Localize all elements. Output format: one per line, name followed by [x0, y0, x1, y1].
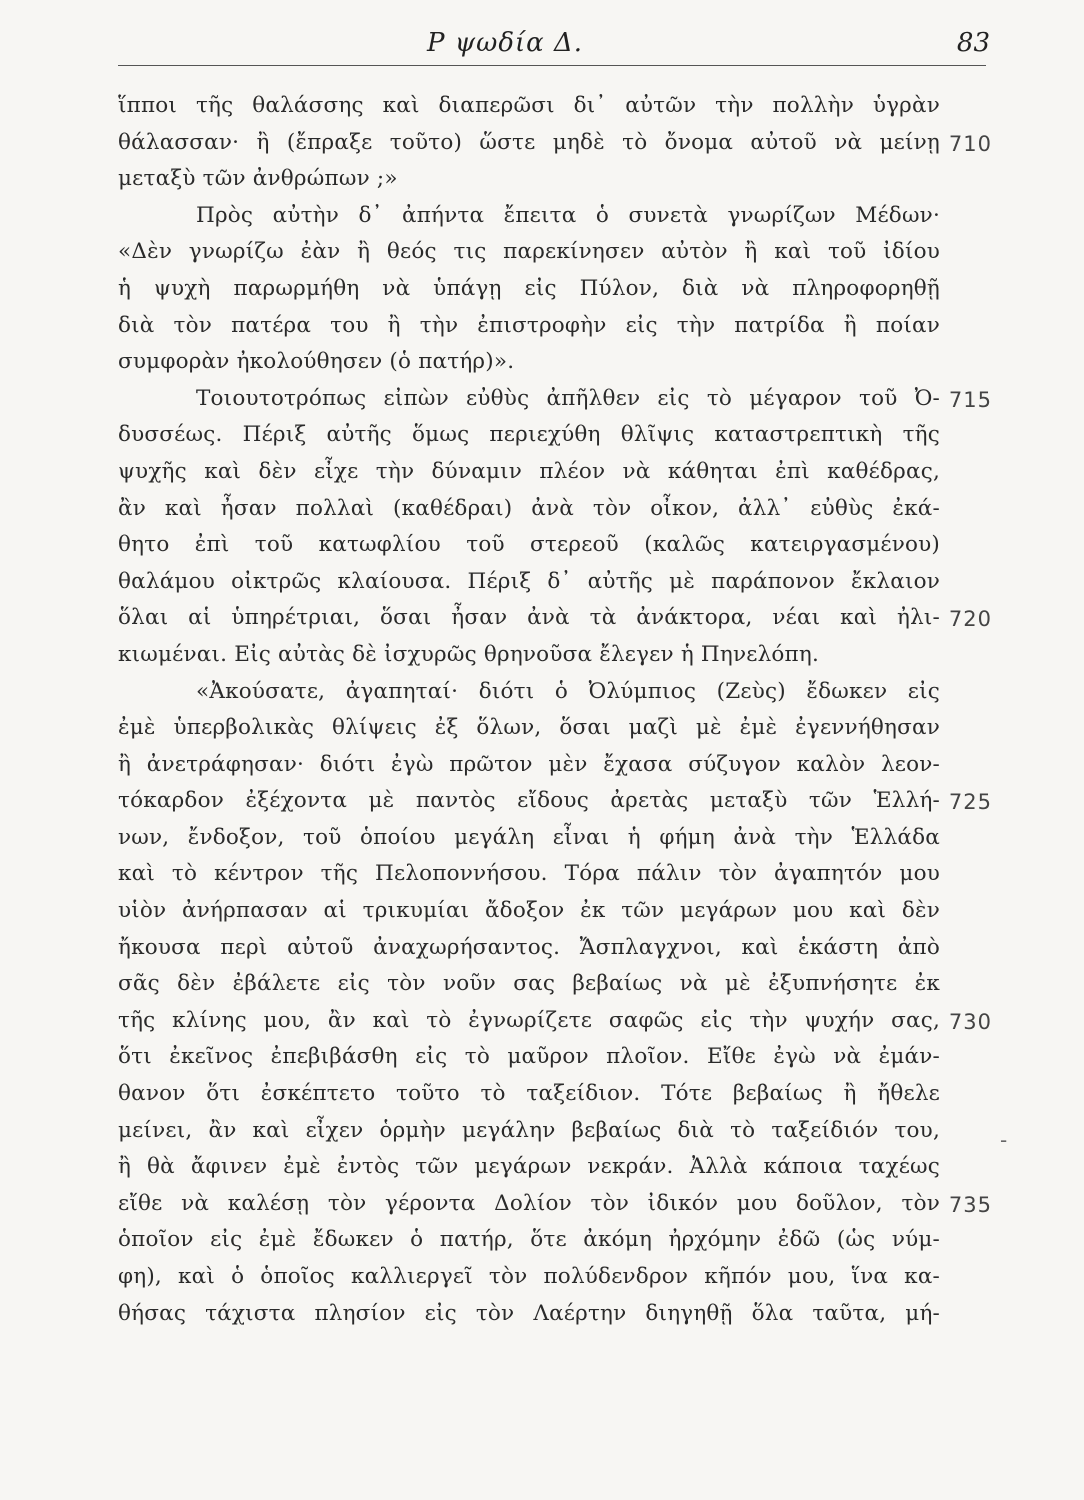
line-number: 720 — [948, 607, 992, 632]
running-title: Ρ ψωδία Δ. — [426, 28, 584, 58]
page-number: 83 — [956, 28, 990, 58]
header-rule — [118, 65, 986, 66]
text-line: ἡ ψυχὴ παρωρμήθη νὰ ὑπάγῃ εἰς Πύλον, διὰ νὰ πληροφορηθῇ — [118, 275, 940, 301]
text-line: υἱὸν ἀνήρπασαν αἱ τρικυμίαι ἄδοξον ἐκ τῶν μεγάρων μου καὶ δὲν — [118, 898, 940, 924]
text-line: θήσας τάχιστα πλησίον εἰς τὸν Λαέρτην διηγηθῇ ὅλα ταῦτα, μή- — [118, 1300, 940, 1326]
text-line: ἐμὲ ὑπερβολικὰς θλίψεις ἐξ ὅλων, ὅσαι μαζὶ μὲ ἐμὲ ἐγεννήθησαν — [118, 715, 940, 741]
text-line: ἤκουσα περὶ αὐτοῦ ἀναχωρήσαντος. Ἄσπλαγχνοι, καὶ ἑκάστη ἀπὸ — [118, 934, 940, 960]
body-text — [118, 88, 940, 1332]
text-line: μείνει, ἂν καὶ εἶχεν ὁρμὴν μεγάλην βεβαίως διὰ τὸ ταξείδιόν του, — [118, 1117, 940, 1143]
text-line: σᾶς δὲν ἐβάλετε εἰς τὸν νοῦν σας βεβαίως νὰ μὲ ἐξυπνήσητε ἐκ — [118, 971, 940, 997]
text-line: «Δὲν γνωρίζω ἐὰν ἢ θεός τις παρεκίνησεν αὐτὸν ἢ καὶ τοῦ ἰδίου — [118, 239, 940, 265]
text-line: δυσσέως. Πέριξ αὐτῆς ὅμως περιεχύθη θλῖψις καταστρεπτικὴ τῆς — [118, 422, 940, 448]
text-line: φη), καὶ ὁ ὁποῖος καλλιεργεῖ τὸν πολύδενδρον κῆπόν μου, ἵνα κα- — [118, 1264, 940, 1289]
text-line: μεταξὺ τῶν ἀνθρώπων ;» — [118, 166, 398, 192]
text-line: εἴθε νὰ καλέσῃ τὸν γέροντα Δολίον τὸν ἰδικόν μου δοῦλον, τὸν — [118, 1190, 940, 1216]
text-line: ὅλαι αἱ ὑπηρέτριαι, ὅσαι ἦσαν ἀνὰ τὰ ἀνάκτορα, νέαι καὶ ἠλι- — [118, 605, 940, 631]
text-line: κιωμέναι. Εἰς αὐτὰς δὲ ἰσχυρῶς θρηνοῦσα ἔλεγεν ἡ Πηνελόπη. — [118, 641, 819, 667]
text-line: θαλάμου οἰκτρῶς κλαίουσα. Πέριξ δ᾽ αὐτῆς μὲ παράπονον ἔκλαιον — [118, 568, 940, 594]
text-line: «Ἀκούσατε, ἀγαπηταί· διότι ὁ Ὀλύμπιος (Ζεὺς) ἔδωκεν εἰς — [196, 678, 940, 704]
line-number: 710 — [948, 131, 992, 156]
text-line: ὁποῖον εἰς ἐμὲ ἔδωκεν ὁ πατήρ, ὅτε ἀκόμη ἠρχόμην ἐδῶ (ὡς νύμ- — [118, 1227, 940, 1253]
text-line: συμφορὰν ἠκολούθησεν (ὁ πατήρ)». — [118, 349, 515, 375]
text-line: ψυχῆς καὶ δὲν εἶχε τὴν δύναμιν πλέον νὰ κάθηται ἐπὶ καθέδρας, — [118, 458, 940, 484]
line-number: 730 — [948, 1010, 992, 1034]
text-line: ὅτι ἐκεῖνος ἐπεβιβάσθη εἰς τὸ μαῦρον πλοῖον. Εἴθε ἐγὼ νὰ ἐμάν- — [118, 1044, 940, 1070]
text-line: ἂν καὶ ἦσαν πολλαὶ (καθέδραι) ἀνὰ τὸν οἶκον, ἀλλ᾽ εὐθὺς ἐκά- — [118, 495, 940, 521]
text-line: διὰ τὸν πατέρα του ἢ τὴν ἐπιστροφὴν εἰς τὴν πατρίδα ἢ ποίαν — [118, 312, 940, 338]
text-line: τῆς κλίνης μου, ἂν καὶ τὸ ἐγνωρίζετε σαφῶς εἰς τὴν ψυχήν σας, — [118, 1007, 940, 1033]
line-number: 725 — [948, 790, 992, 815]
text-line: θητο ἐπὶ τοῦ κατωφλίου τοῦ στερεοῦ (καλῶς κατειργασμένου) — [118, 532, 940, 558]
text-line: ἵπποι τῆς θαλάσσης καὶ διαπερῶσι δι᾽ αὐτῶν τὴν πολλὴν ὑγρὰν — [118, 93, 940, 118]
text-line: θανον ὅτι ἐσκέπτετο τοῦτο τὸ ταξείδιον. Τότε βεβαίως ἢ ἤθελε — [118, 1081, 940, 1107]
text-line: καὶ τὸ κέντρον τῆς Πελοποννήσου. Τόρα πάλιν τὸν ἀγαπητόν μου — [118, 861, 940, 887]
text-line: τόκαρδον ἐξέχοντα μὲ παντὸς εἴδους ἀρετὰς μεταξὺ τῶν Ἑλλή- — [118, 788, 940, 814]
line-number: 735 — [948, 1193, 992, 1217]
text-line: Πρὸς αὐτὴν δ᾽ ἀπήντα ἔπειτα ὁ συνετὰ γνωρίζων Μέδων· — [196, 202, 940, 228]
text-line: ἢ θὰ ἄφινεν ἐμὲ ἐντὸς τῶν μεγάρων νεκράν. Ἀλλὰ κάποια ταχέως — [118, 1154, 940, 1180]
text-line: Τοιουτοτρόπως εἰπὼν εὐθὺς ἀπῆλθεν εἰς τὸ μέγαρον τοῦ Ὀ- — [196, 385, 940, 411]
margin-mark: - — [1000, 1128, 1008, 1152]
text-line: ἢ ἀνετράφησαν· διότι ἐγὼ πρῶτον μὲν ἔχασα σύζυγον καλὸν λεον- — [118, 751, 940, 777]
line-number: 715 — [948, 387, 992, 412]
text-line: θάλασσαν· ἢ (ἔπραξε τοῦτο) ὥστε μηδὲ τὸ ὄνομα αὐτοῦ νὰ μείνῃ — [118, 129, 940, 155]
text-line: νων, ἔνδοξον, τοῦ ὁποίου μεγάλη εἶναι ἡ φήμη ἀνὰ τὴν Ἑλλάδα — [118, 824, 940, 850]
